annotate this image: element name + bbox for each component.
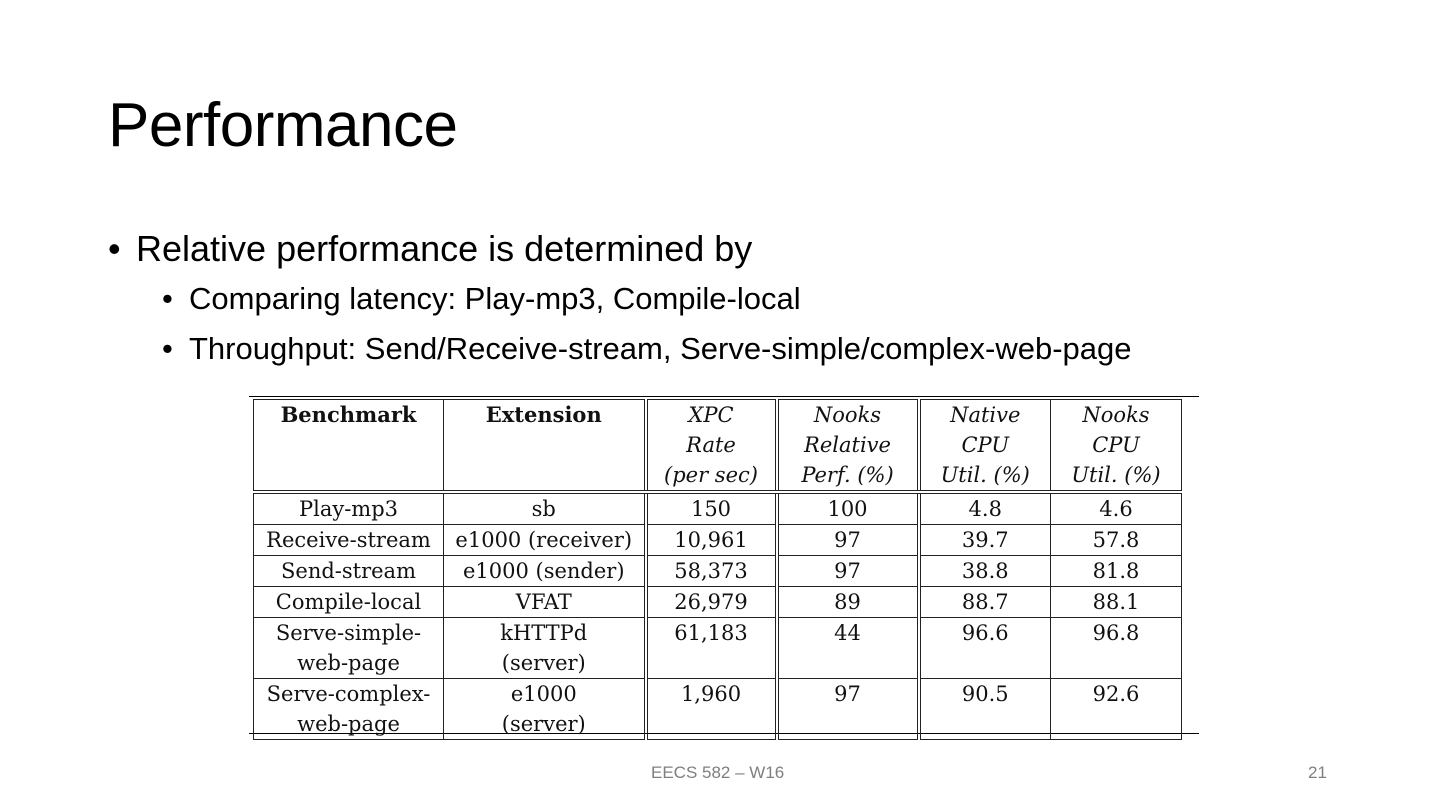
cell-nooks-cpu: 57.8 [1051,525,1182,556]
cell-nooks-cpu: 81.8 [1051,556,1182,587]
header-extension: Extension [444,400,646,493]
bullet-text: Relative performance is determined by [136,228,753,269]
table-header-row [254,400,1182,493]
cell-extension: e1000 (receiver) [444,525,646,556]
cell-benchmark: Send-stream [254,556,444,587]
slide-footer: EECS 582 – W16 [651,763,785,782]
bullet-list [108,224,1132,374]
cell-xpc-rate: 10,961 [646,525,777,556]
cell-native-cpu: 38.8 [919,556,1051,587]
cell-benchmark: Receive-stream [254,525,444,556]
cell-nooks-cpu: 88.1 [1051,587,1182,618]
cell-nooks-cpu: 4.6 [1051,492,1182,525]
cell-extension: kHTTPd (server) [444,618,646,679]
cell-xpc-rate: 26,979 [646,587,777,618]
cell-extension: VFAT [444,587,646,618]
sub-bullet-text: Comparing latency: Play-mp3, Compile-local [189,281,801,316]
cell-native-cpu: 90.5 [919,679,1051,740]
cell-extension: sb [444,492,646,525]
table-row [254,525,1182,556]
cell-xpc-rate: 58,373 [646,556,777,587]
bullet-dot-icon: • [162,281,173,316]
cell-nooks-cpu: 92.6 [1051,679,1182,740]
header-native-cpu-util: Native CPU Util. (%) [919,400,1051,493]
cell-nooks-cpu: 96.8 [1051,618,1182,679]
table-row [254,679,1182,740]
header-xpc-rate: XPC Rate (per sec) [646,400,777,493]
table-row [254,618,1182,679]
slide-title: Performance [108,91,458,160]
cell-benchmark: Serve-simple- web-page [254,618,444,679]
cell-relative-perf: 97 [777,556,919,587]
table-row [254,556,1182,587]
bullet-item [108,224,1132,274]
sub-bullet-text: Throughput: Send/Receive-stream, Serve-simple/complex-web-page [189,331,1132,366]
cell-extension: e1000 (server) [444,679,646,740]
cell-benchmark: Play-mp3 [254,492,444,525]
cell-xpc-rate: 150 [646,492,777,525]
header-nooks-cpu-util: Nooks CPU Util. (%) [1051,400,1182,493]
cell-relative-perf: 97 [777,679,919,740]
cell-benchmark: Serve-complex- web-page [254,679,444,740]
cell-relative-perf: 44 [777,618,919,679]
cell-relative-perf: 100 [777,492,919,525]
header-benchmark: Benchmark [254,400,444,493]
cell-benchmark: Compile-local [254,587,444,618]
bullet-dot-icon: • [162,331,173,366]
table-row [254,492,1182,525]
header-nooks-relative-perf: Nooks Relative Perf. (%) [777,400,919,493]
sub-bullet-item [108,324,1132,374]
cell-xpc-rate: 1,960 [646,679,777,740]
cell-native-cpu: 39.7 [919,525,1051,556]
cell-relative-perf: 97 [777,525,919,556]
cell-native-cpu: 4.8 [919,492,1051,525]
benchmark-table [253,399,1182,740]
benchmark-table-figure [249,396,1199,734]
cell-extension: e1000 (sender) [444,556,646,587]
cell-xpc-rate: 61,183 [646,618,777,679]
cell-relative-perf: 89 [777,587,919,618]
sub-bullet-item [108,274,1132,324]
page-number: 21 [1308,763,1327,782]
bullet-dot-icon: • [108,228,121,269]
table-row [254,587,1182,618]
cell-native-cpu: 96.6 [919,618,1051,679]
cell-native-cpu: 88.7 [919,587,1051,618]
